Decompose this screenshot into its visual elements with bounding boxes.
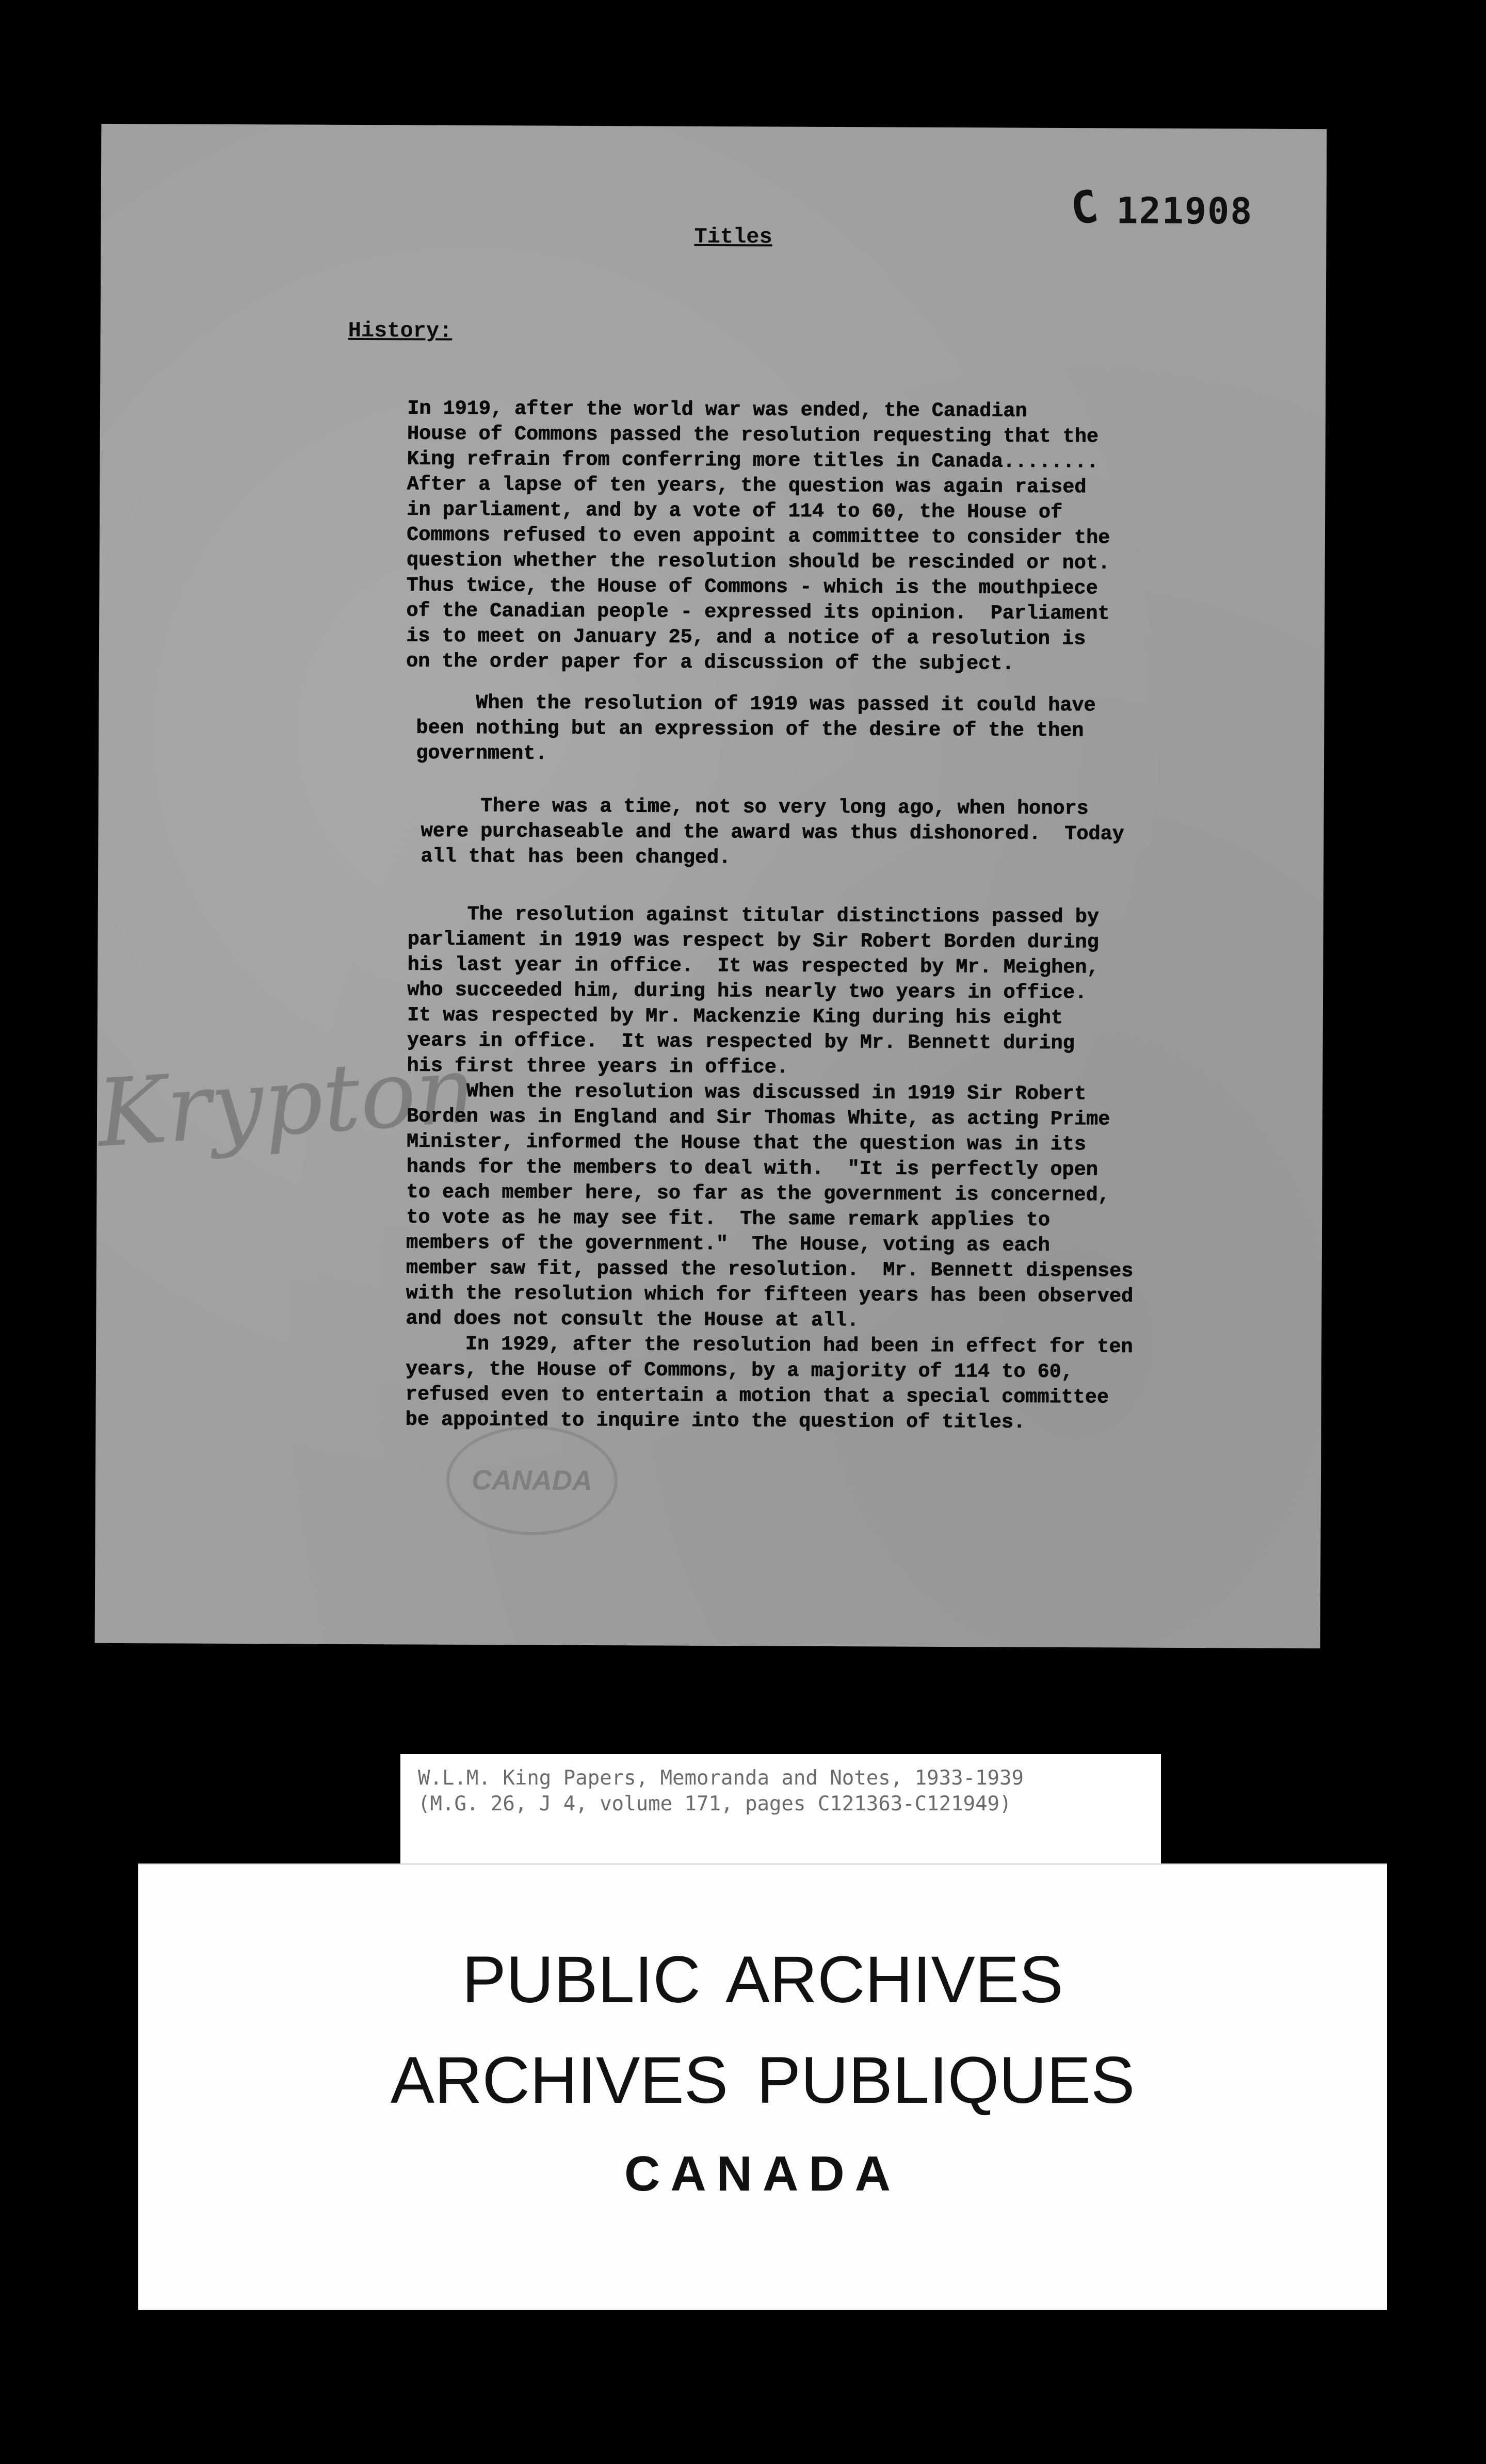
section-heading: History: <box>348 318 453 344</box>
archives-title-english: PUBLIC ARCHIVES <box>462 1943 1063 2017</box>
scanned-memo-page <box>95 124 1327 1648</box>
paragraph-honors: There was a time, not so very long ago, when honors were purchaseable and the award was thus dishonored. Today all that has been changed. <box>421 794 1124 869</box>
archives-title-french: ARCHIVES PUBLIQUES <box>390 2044 1135 2117</box>
paragraph-intro: In 1919, after the world war was ended, the Canadian House of Commons passed the resolution requesting that the King refrain from conferring more titles in Canada........ After a lapse of ten years, the question was again raised in parliament, and by a vote of 114 to 60, the House of Commons refused to even appoint a committee to consider the question whether the resolution should be rescinded or not. Thus twice, the House of Commons - which is the mouthpiece of the Canadian people - expressed its opinion. Parliament is to meet on January 25, and a notice of a resolution is on the order paper for a discussion of the subject. <box>406 397 1110 675</box>
faint-stamp <box>446 1425 618 1535</box>
document-number <box>1067 180 1253 236</box>
document-title: Titles <box>694 224 772 250</box>
archives-country: CANADA <box>624 2146 901 2201</box>
reference-line-1: W.L.M. King Papers, Memoranda and Notes, 1933-1939 <box>418 1766 1024 1790</box>
paragraph-history-details: The resolution against titular distinctions passed by parliament in 1919 was respect by Sir Robert Borden during his last year in office. It was respected by Mr. Meighen, who succeeded him, during his nearly two years in office. It was respected by Mr. Mackenzie King during his eight years in office. It was respected by Mr. Bennett during his first three years in office. When the resolution was discussed in 1919 Sir Robert Borden was in England and Sir Thomas White, as acting Prime Minister, informed the House that the question was in its hands for the members to deal with. "It is perfectly open to each member here, so far as the government is concerned, to vote as he may see fit. The same remark applies to members of the government." The House, voting as each member saw fit, passed the resolution. Mr. Bennett dispenses with the resolution which for fifteen years has been observed and does not consult the House at all. In 1929, after the resolution had been in effect for ten years, the House of Commons, by a majority of 114 to 60, refused even to entertain a motion that a special committee be appointed to inquire into the question of titles. <box>405 902 1134 1434</box>
faint-handwriting: Krypton <box>94 1035 479 1169</box>
faint-stamp-text: CANADA <box>471 1464 593 1497</box>
archives-card <box>138 1863 1387 2310</box>
document-number-mark: C <box>1067 180 1103 236</box>
paragraph-1919-resolution: When the resolution of 1919 was passed it could have been nothing but an expression of the desire of the then government. <box>416 691 1096 765</box>
reference-line-2: (M.G. 26, J 4, volume 171, pages C121363-C121949) <box>418 1792 1012 1815</box>
reference-label <box>400 1754 1161 1865</box>
document-number-value: 121908 <box>1116 189 1253 233</box>
